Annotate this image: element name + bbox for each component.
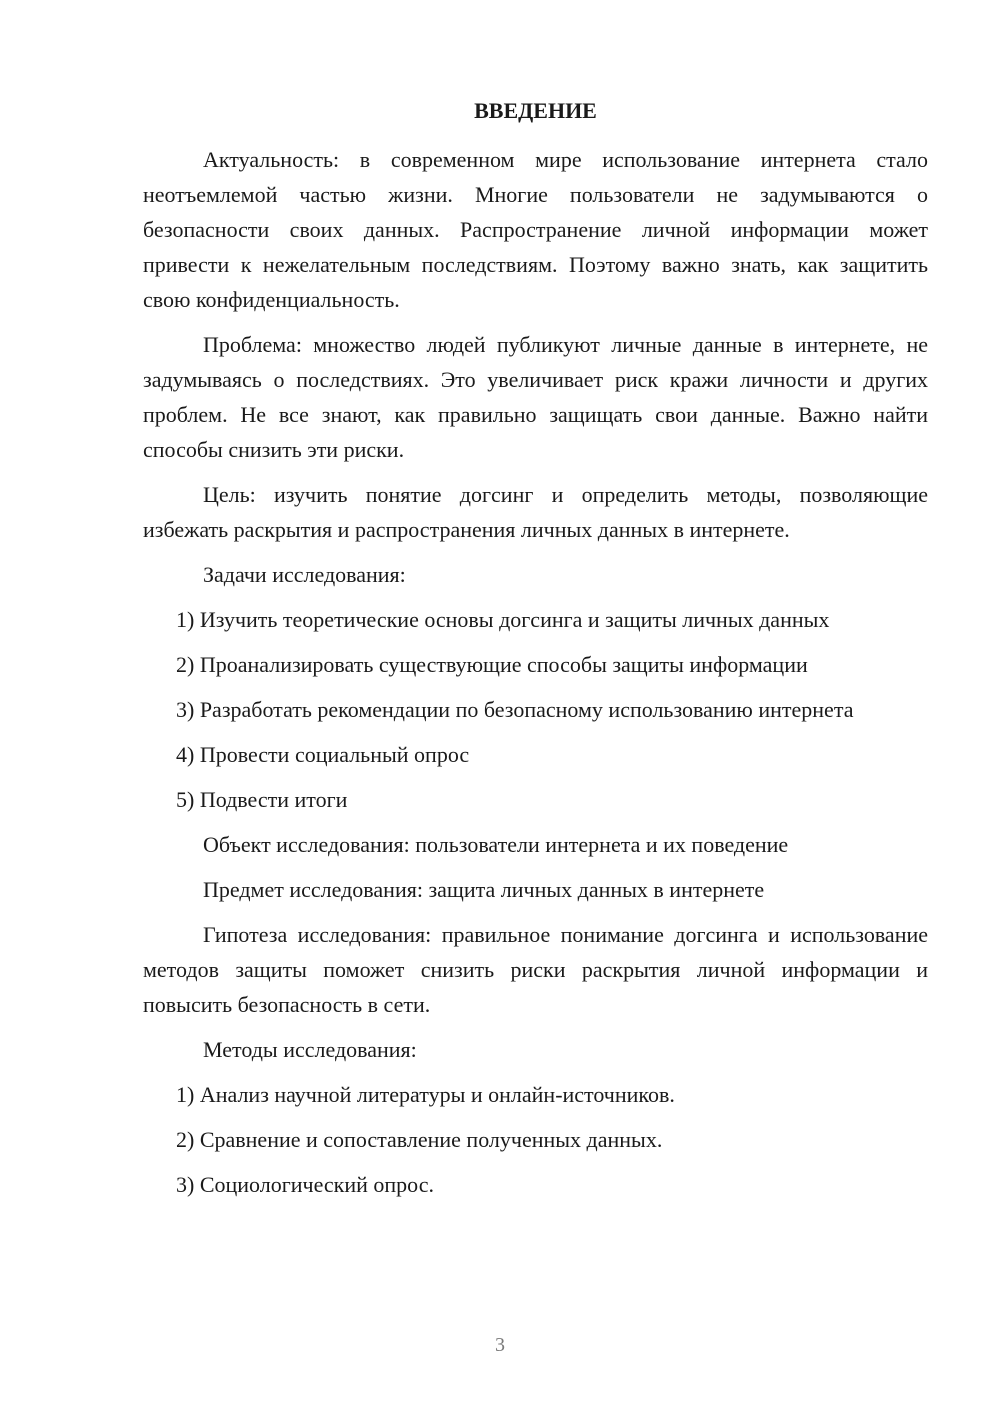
methods-title: Методы исследования:	[203, 1037, 417, 1062]
method-item-1: 1) Анализ научной литературы и онлайн-источников.	[176, 1082, 675, 1107]
goal-paragraph: Цель: изучить понятие догсинг и определить методы, позволяющие избежать раскрытия и распространения личных данных в интернете.	[143, 482, 928, 542]
relevance-paragraph: Актуальность: в современном мире использование интернета стало неотъемлемой частью жизни. Многие пользователи не задумываются о безопасности своих данных. Распространение личной информации может привести к нежелательным последствиям. Поэтому важно знать, как защитить свою конфиденциальность.	[143, 147, 928, 312]
hypothesis-paragraph: Гипотеза исследования: правильное понимание догсинга и использование методов защиты поможет снизить риски раскрытия личной информации и повысить безопасность в сети.	[143, 922, 928, 1017]
task-item-4: 4) Провести социальный опрос	[176, 742, 470, 767]
section-heading: ВВЕДЕНИЕ	[474, 98, 597, 123]
method-item-2: 2) Сравнение и сопоставление полученных данных.	[176, 1127, 663, 1152]
task-item-5: 5) Подвести итоги	[176, 787, 348, 812]
tasks-title: Задачи исследования:	[203, 562, 406, 587]
subject-paragraph: Предмет исследования: защита личных данных в интернете	[203, 877, 765, 902]
page-number: 3	[495, 1334, 505, 1356]
task-item-1: 1) Изучить теоретические основы догсинга и защиты личных данных	[176, 607, 830, 632]
task-item-2: 2) Проанализировать существующие способы защиты информации	[176, 652, 808, 677]
problem-paragraph: Проблема: множество людей публикуют личные данные в интернете, не задумываясь о последствиях. Это увеличивает риск кражи личности и других проблем. Не все знают, как правильно защищать свои данные. Важно найти способы снизить эти риски.	[143, 332, 928, 462]
object-paragraph: Объект исследования: пользователи интернета и их поведение	[203, 832, 789, 857]
task-item-3: 3) Разработать рекомендации по безопасному использованию интернета	[176, 697, 854, 722]
page-content	[143, 93, 928, 1212]
method-item-3: 3) Социологический опрос.	[176, 1172, 434, 1197]
